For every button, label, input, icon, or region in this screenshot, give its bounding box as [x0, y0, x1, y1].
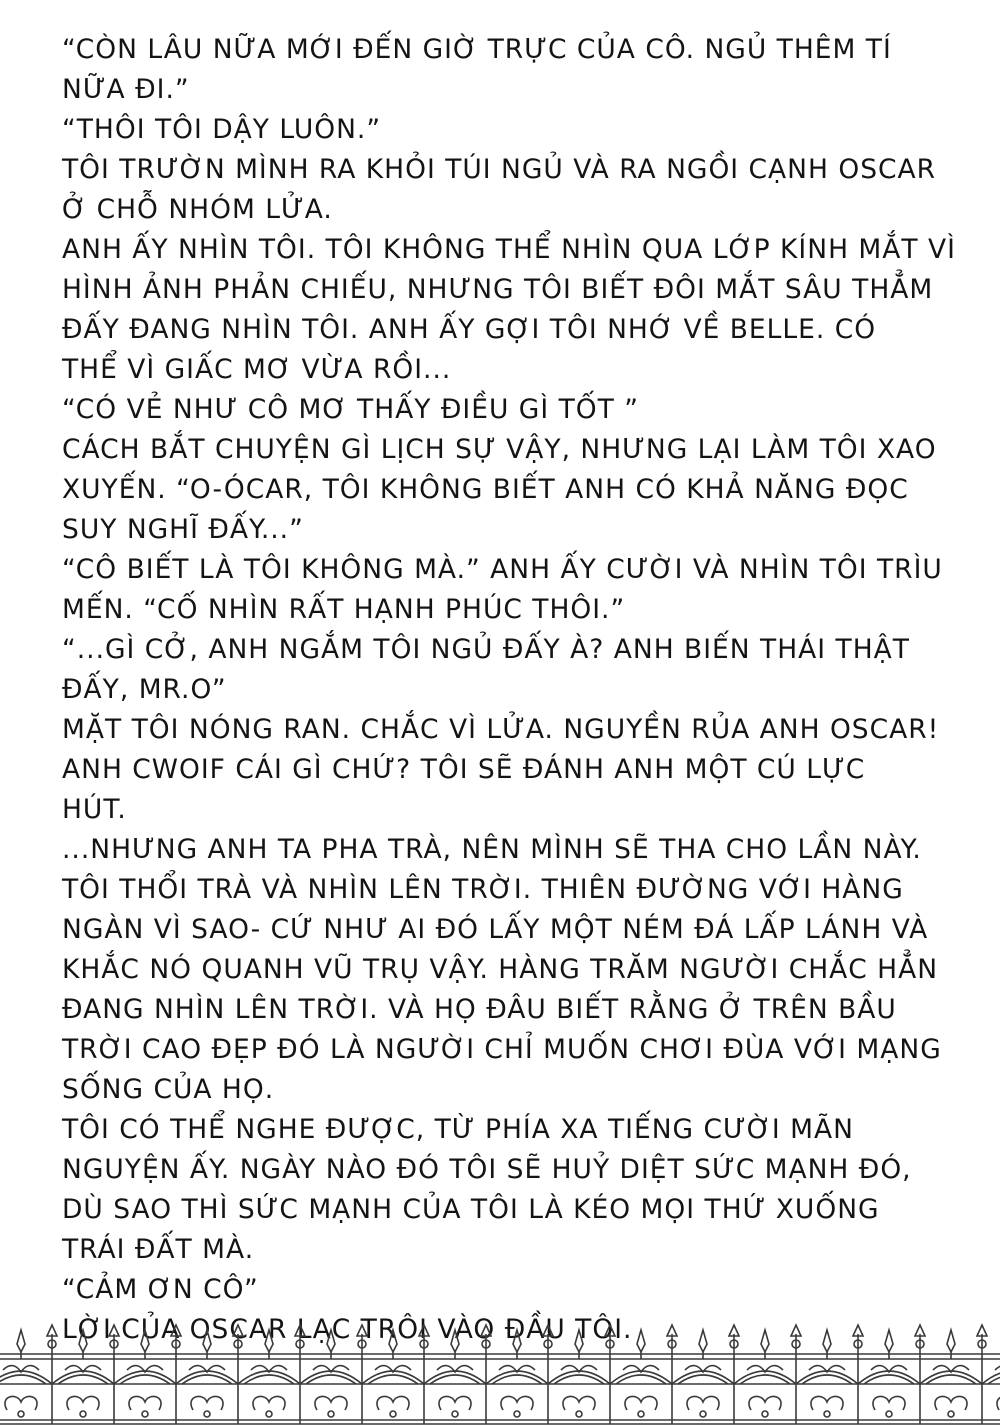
- text-line: “...GÌ CỞ, ANH NGẮM TÔI NGỦ ĐẤY À? ANH BIẾN THÁI THẬT: [62, 634, 910, 665]
- text-line: CÁCH BẮT CHUYỆN GÌ LỊCH SỰ VẬY, NHƯNG LẠI LÀM TÔI XAO: [62, 434, 937, 465]
- story-text: [62, 30, 962, 1350]
- text-line: LỜI CỦA OSCAR LẠC TRÔI VÀO ĐẦU TÔI.: [62, 1314, 633, 1345]
- text-line: TRÁI ĐẤT MÀ.: [62, 1234, 255, 1265]
- text-line: NGÀN VÌ SAO- CỨ NHƯ AI ĐÓ LẤY MỘT NÉM ĐÁ LẤP LÁNH VÀ: [62, 914, 929, 945]
- text-line: NGUYỆN ẤY. NGÀY NÀO ĐÓ TÔI SẼ HUỶ DIỆT SỨC MẠNH ĐÓ,: [62, 1154, 912, 1185]
- text-line: HÌNH ẢNH PHẢN CHIẾU, NHƯNG TÔI BIẾT ĐÔI MẮT SÂU THẲM: [62, 274, 934, 305]
- text-line: “THÔI TÔI DẬY LUÔN.”: [62, 114, 382, 145]
- text-line: “CÒN LÂU NỮA MỚI ĐẾN GIỜ TRỰC CỦA CÔ. NGỦ THÊM TÍ: [62, 34, 892, 65]
- text-line: ĐẤY ĐANG NHÌN TÔI. ANH ẤY GỢI TÔI NHỚ VỀ BELLE. CÓ: [62, 314, 877, 345]
- text-line: Ở CHỖ NHÓM LỬA.: [62, 194, 333, 225]
- text-line: ANH CWOIF CÁI GÌ CHỨ? TÔI SẼ ĐÁNH ANH MỘT CÚ LỰC: [62, 754, 866, 785]
- text-line: MẶT TÔI NÓNG RAN. CHẮC VÌ LỬA. NGUYỀN RỦA ANH OSCAR!: [62, 714, 940, 745]
- text-line: DÙ SAO THÌ SỨC MẠNH CỦA TÔI LÀ KÉO MỌI THỨ XUỐNG: [62, 1194, 880, 1225]
- text-line: “CÓ VẺ NHƯ CÔ MƠ THẤY ĐIỀU GÌ TỐT ”: [62, 394, 639, 425]
- text-line: TÔI TRƯỜN MÌNH RA KHỎI TÚI NGỦ VÀ RA NGỒI CẠNH OSCAR: [62, 154, 937, 185]
- text-line: ANH ẤY NHÌN TÔI. TÔI KHÔNG THỂ NHÌN QUA LỚP KÍNH MẮT VÌ: [62, 234, 956, 265]
- text-line: ...NHƯNG ANH TA PHA TRÀ, NÊN MÌNH SẼ THA CHO LẦN NÀY.: [62, 834, 922, 865]
- text-line: ĐANG NHÌN LÊN TRỜI. VÀ HỌ ĐÂU BIẾT RẰNG Ở TRÊN BẦU: [62, 994, 897, 1025]
- text-line: ĐẤY, MR.O”: [62, 674, 227, 705]
- text-line: TÔI THỔI TRÀ VÀ NHÌN LÊN TRỜI. THIÊN ĐƯỜNG VỚI HÀNG: [62, 874, 904, 905]
- text-line: NỮA ĐI.”: [62, 74, 190, 105]
- text-line: THỂ VÌ GIẤC MƠ VỪA RỒI...: [62, 354, 452, 385]
- text-line: MẾN. “CỐ NHÌN RẤT HẠNH PHÚC THÔI.”: [62, 594, 626, 625]
- text-line: TÔI CÓ THỂ NGHE ĐƯỢC, TỪ PHÍA XA TIẾNG CƯỜI MÃN: [62, 1114, 854, 1145]
- text-line: SỐNG CỦA HỌ.: [62, 1074, 275, 1105]
- text-line: XUYẾN. “O-ÓCAR, TÔI KHÔNG BIẾT ANH CÓ KHẢ NĂNG ĐỌC: [62, 474, 909, 505]
- text-line: KHẮC NÓ QUANH VŨ TRỤ VẬY. HÀNG TRĂM NGƯỜI CHẮC HẲN: [62, 954, 939, 985]
- text-line: TRỜI CAO ĐẸP ĐÓ LÀ NGƯỜI CHỈ MUỐN CHƠI ĐÙA VỚI MẠNG: [62, 1034, 942, 1065]
- text-line: “CÔ BIẾT LÀ TÔI KHÔNG MÀ.” ANH ẤY CƯỜI VÀ NHÌN TÔI TRÌU: [62, 554, 943, 585]
- text-line: “CẢM ƠN CÔ”: [62, 1274, 259, 1305]
- decorative-iron-fence-border: [0, 1322, 1000, 1425]
- text-line: HÚT.: [62, 794, 127, 825]
- text-line: SUY NGHĨ ĐẤY...”: [62, 514, 304, 545]
